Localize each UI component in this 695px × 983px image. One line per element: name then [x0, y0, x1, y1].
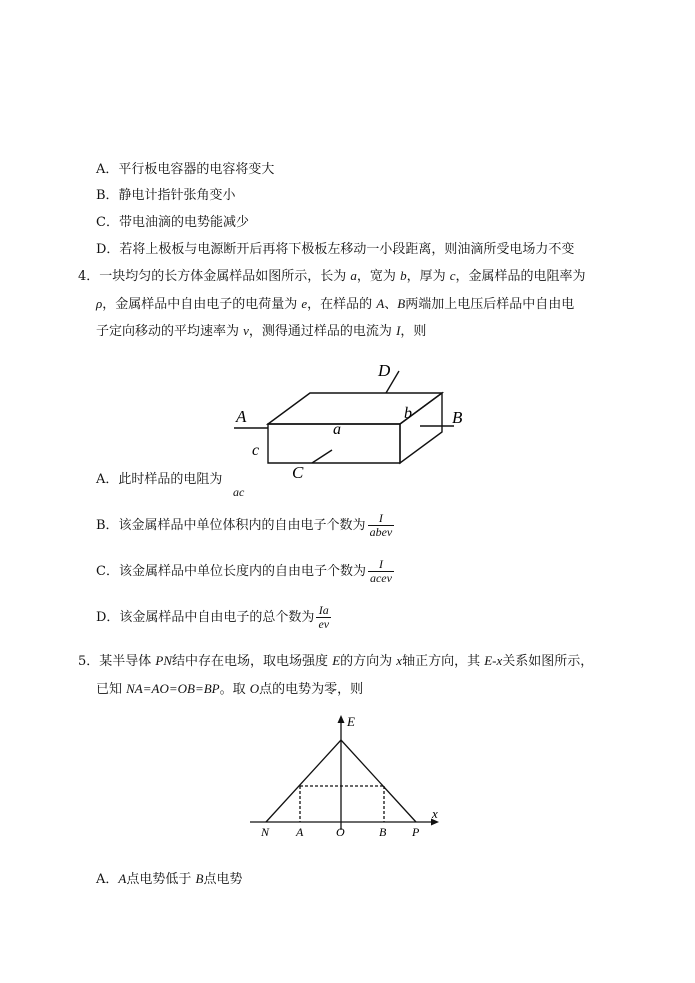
block-side-face [400, 393, 442, 463]
axis-label-E: E [347, 714, 355, 729]
q4-stem-line1: 4．一块均匀的长方体金属样品如图所示，长为 a，宽为 b，厚为 c，金属样品的电阻率为 [78, 268, 586, 284]
q4-option-d: D．该金属样品中自由电子的总个数为 $\frac{Ia}{ev}$ [96, 603, 330, 631]
q4-stem-line3: 子定向移动的平均速率为 v，测得通过样品的电流为 I，则 [96, 323, 427, 339]
q5-stem-line2: 已知 NA=AO=OB=BP。取 O点的电势为零，则 [96, 681, 364, 697]
block-top-face [268, 393, 442, 424]
q4-stem-line2: ρ，金属样品中自由电子的电荷量为 e，在样品的 A、B两端加上电压后样品中自由电 [96, 296, 575, 312]
q5-ex-graph [244, 712, 444, 842]
lead-c [312, 450, 332, 463]
block-label-D: D [378, 361, 391, 380]
q3-option-b: B．静电计指针张角变小 [96, 188, 236, 203]
q4-number: 4． [78, 269, 100, 284]
q4-option-c-fraction: $\frac{I}{\text{acev}}$ [369, 557, 392, 585]
tick-label-B: B [379, 825, 387, 839]
e-axis-arrow [338, 715, 345, 723]
tick-label-P: P [412, 825, 420, 839]
block-label-A: A [236, 407, 247, 426]
q4-option-a: A．此时样品的电阻为 [96, 472, 223, 487]
block-label-C: C [292, 463, 304, 482]
q4-option-b-fraction: $\frac{I}{\text{abev}}$ [369, 511, 393, 539]
block-label-a: a [333, 421, 341, 438]
tick-label-A: A [296, 825, 304, 839]
q5-stem-line1: 5．某半导体 PN结中存在电场，取电场强度 E的方向为 x轴正方向，其 E-x关系如图所示， [78, 653, 594, 669]
axis-label-x: x [432, 806, 438, 821]
q3-option-a: A．平行板电容器的电容将变大 [96, 162, 275, 177]
q4-option-b: B．该金属样品中单位体积内的自由电子个数为 $\frac{I}{\text{abev}}$ [96, 511, 393, 539]
q4-option-a-denominator: ac [233, 485, 245, 499]
q4-option-c: C．该金属样品中单位长度内的自由电子个数为 $\frac{I}{\text{acev}}$ [96, 557, 392, 585]
q5-option-a: A．A点电势低于 B点电势 [96, 871, 243, 887]
q3-option-d: D．若将上极板与电源断开后再将下极板左移动一小段距离，则油滴所受电场力不变 [96, 242, 575, 257]
q4-option-d-fraction: $\frac{Ia}{ev}$ [318, 603, 330, 631]
block-label-B: B [452, 408, 463, 427]
tick-label-O: O [336, 825, 345, 839]
q5-number: 5． [78, 654, 100, 669]
block-label-b: b [404, 405, 412, 422]
block-label-c: c [252, 442, 260, 459]
q3-option-c: C．带电油滴的电势能减少 [96, 215, 249, 230]
tick-label-N: N [261, 825, 270, 839]
q4-block-figure [228, 358, 478, 486]
